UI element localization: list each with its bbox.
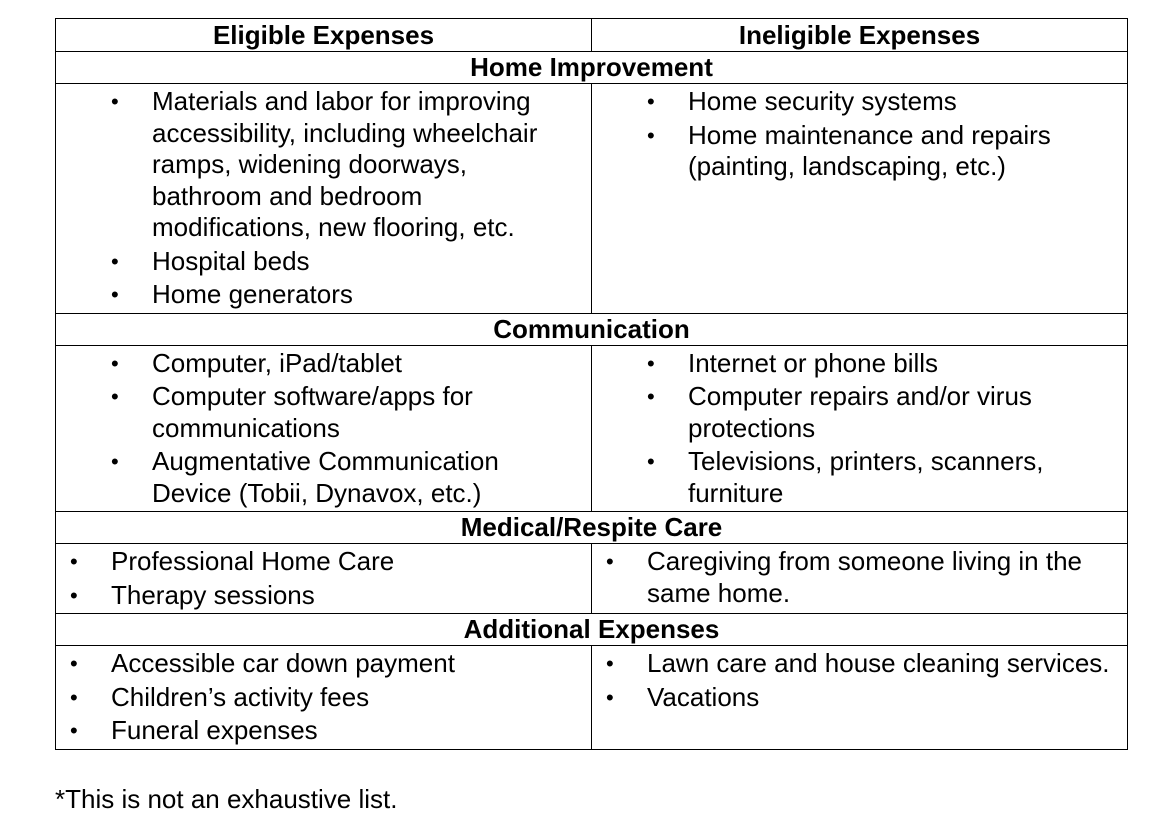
list-item-text: Computer software/apps for communications [152,381,473,443]
list-item-text: Materials and labor for improving accessibility, including wheelchair ramps, widening doorways, bathroom and bedroom modifications, new flooring, etc. [152,86,538,242]
bullet-icon: • [647,384,655,409]
header-row [56,19,1128,52]
list-item [111,381,583,444]
eligible-list-medical-respite-care [56,544,591,611]
ineligible-list-additional-expenses [592,646,1127,713]
list-item-text: Funeral expenses [111,715,318,745]
section-body-medical-respite-care [56,544,1128,614]
eligible-cell-medical-respite-care [56,544,592,614]
list-item-text: Vacations [647,681,760,712]
ineligible-cell-home-improvement [592,84,1128,314]
list-item-text: Home maintenance and repairs (painting, landscaping, etc.) [688,119,1051,181]
list-item [70,648,583,680]
section-title-home-improvement: Home Improvement [56,52,1128,84]
section-body-communication [56,345,1128,512]
ineligible-cell-communication [592,345,1128,512]
bullet-icon: • [647,89,655,114]
bullet-icon: • [70,582,78,608]
list-item-text: Caregiving from someone living in the same home. [647,546,1082,608]
ineligible-cell-medical-respite-care [592,544,1128,614]
list-item [647,348,1119,380]
bullet-icon: • [70,718,78,743]
list-item-text: Augmentative Communication Device (Tobii, Dynavox, etc.) [152,446,499,508]
list-item [111,348,583,380]
list-item [647,86,1119,118]
list-item [70,546,583,578]
bullet-icon: • [70,684,78,710]
section-row-communication [56,313,1128,345]
ineligible-list-communication [592,346,1127,510]
section-title-communication: Communication [56,313,1128,345]
bullet-icon: • [647,449,655,474]
bullet-icon: • [111,282,119,307]
eligible-list-additional-expenses [56,646,591,747]
bullet-icon: • [70,549,78,574]
list-item-text: Televisions, printers, scanners, furniture [688,446,1044,508]
list-item-text: Lawn care and house cleaning services. [647,648,1110,678]
list-item [111,86,583,244]
list-item [606,648,1119,680]
bullet-icon: • [111,384,119,409]
section-row-medical-respite-care [56,512,1128,544]
list-item [647,381,1119,444]
eligible-header: Eligible Expenses [56,19,592,52]
ineligible-list-home-improvement [592,84,1127,183]
list-item-text: Computer repairs and/or virus protections [688,381,1032,443]
eligible-list-home-improvement [56,84,591,311]
bullet-icon: • [606,549,614,574]
list-item [647,446,1119,509]
footnote: *This is not an exhaustive list. [55,784,398,814]
eligible-list-communication [56,346,591,510]
section-body-home-improvement [56,84,1128,314]
list-item [111,446,583,509]
section-body-additional-expenses [56,646,1128,750]
eligible-cell-additional-expenses [56,646,592,750]
bullet-icon: • [606,684,614,710]
list-item-text: Home generators [152,279,353,309]
list-item-text: Home security systems [688,86,957,116]
list-item-text: Computer, iPad/tablet [152,347,403,378]
list-item [111,246,583,278]
list-item [647,120,1119,183]
bullet-icon: • [111,248,119,274]
list-item-text: Accessible car down payment [111,648,455,678]
bullet-icon: • [111,350,119,376]
ineligible-header: Ineligible Expenses [592,19,1128,52]
bullet-icon: • [647,350,655,376]
document [55,18,1127,750]
list-item [70,715,583,747]
list-item [70,682,583,714]
list-item [606,682,1119,714]
section-title-medical-respite-care: Medical/Respite Care [56,512,1128,544]
list-item-text: Internet or phone bills [688,347,939,378]
bullet-icon: • [70,651,78,676]
section-title-additional-expenses: Additional Expenses [56,614,1128,646]
ineligible-cell-additional-expenses [592,646,1128,750]
bullet-icon: • [111,89,119,114]
bullet-icon: • [111,449,119,474]
section-row-additional-expenses [56,614,1128,646]
bullet-icon: • [647,122,655,148]
list-item-text: Professional Home Care [111,546,395,576]
section-row-home-improvement [56,52,1128,84]
list-item [606,546,1119,609]
list-item [111,279,583,311]
bullet-icon: • [606,651,614,676]
list-item-text: Hospital beds [152,245,310,276]
list-item-text: Therapy sessions [111,579,315,610]
ineligible-list-medical-respite-care [592,544,1127,609]
list-item-text: Children’s activity fees [111,681,370,712]
expenses-table [55,18,1128,750]
eligible-cell-home-improvement [56,84,592,314]
list-item [70,580,583,612]
eligible-cell-communication [56,345,592,512]
